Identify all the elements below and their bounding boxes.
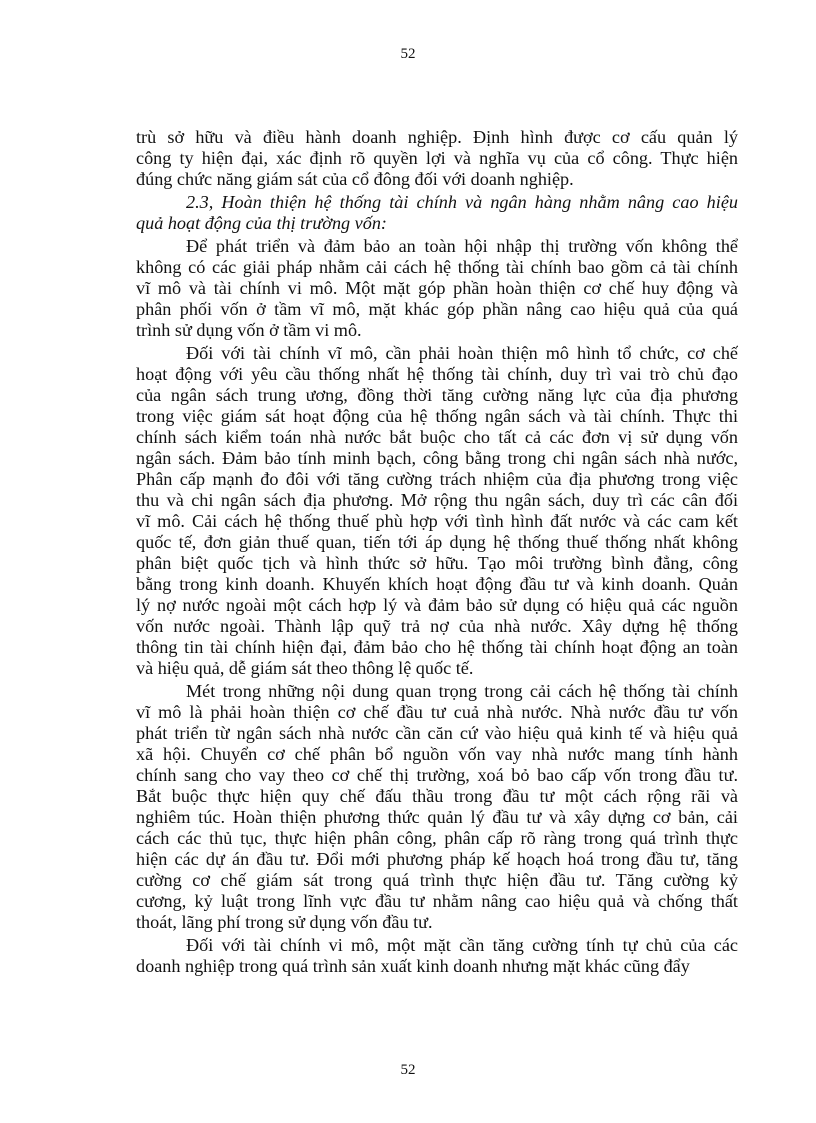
text-line: của ngân sách trung ương, đồng thời tăng cường năng lực của địa phương <box>136 385 738 405</box>
text-line: cương, kỷ luật trong lĩnh vực đầu tư nhằm nâng cao hiệu quả và chống thất <box>136 891 738 911</box>
text-line: vĩ mô và tài chính vi mô. Một mặt góp phần hoàn thiện cơ chế huy động và <box>136 278 738 298</box>
text-line: bằng trong kinh doanh. Khuyến khích hoạt động đầu tư và kinh doanh. Quản <box>136 574 738 594</box>
text-line: vĩ mô. Cải cách hệ thống thuế phù hợp với tình hình đất nước và các cam kết <box>136 511 738 531</box>
text-line: thoát, lãng phí trong sử dụng vốn đầu tư. <box>136 912 433 932</box>
text-line: thông tin tài chính hiện đại, đảm bảo cho hệ thống tài chính hoạt động an toàn <box>136 637 738 657</box>
text-line: Đối với tài chính vĩ mô, cần phải hoàn thiện mô hình tổ chức, cơ chế <box>186 343 738 363</box>
text-line: nghiêm túc. Hoàn thiện phương thức quản lý đầu tư và xây dựng cơ bản, cải <box>136 807 738 827</box>
text-line: Mét trong những nội dung quan trọng trong cải cách hệ thống tài chính <box>186 681 738 701</box>
text-line: hiện các dự án đầu tư. Đổi mới phương pháp kế hoạch hoá trong đầu tư, tăng <box>136 849 738 869</box>
text-line: vốn nước ngoài. Thành lập quỹ trả nợ của nhà nước. Xây dựng hệ thống <box>136 616 738 636</box>
text-line: trình sử dụng vốn ở tầm vi mô. <box>136 320 362 340</box>
text-line: thu và chi ngân sách địa phương. Mở rộng thu ngân sách, duy trì các cân đối <box>136 490 738 510</box>
text-line: doanh nghiệp trong quá trình sản xuất kinh doanh nhưng mặt khác cũng đẩy <box>136 956 690 976</box>
page-number-header: 52 <box>400 46 416 62</box>
page-number-footer: 52 <box>400 1062 416 1078</box>
document-body <box>136 127 738 977</box>
text-line: công ty hiện đại, xác định rõ quyền lợi và nghĩa vụ của cổ công. Thực hiện <box>136 148 738 168</box>
text-line: chính sách kiểm toán nhà nước bắt buộc cho tất cả các đơn vị sử dụng vốn <box>136 427 738 447</box>
text-line: trong việc giám sát hoạt động của hệ thống ngân sách và tài chính. Thực thi <box>136 406 738 426</box>
text-line: ngân sách. Đảm bảo tính minh bạch, công bằng trong chi ngân sách nhà nước, <box>136 448 738 468</box>
text-line: 2.3, Hoàn thiện hệ thống tài chính và ngân hàng nhằm nâng cao hiệu <box>186 192 738 212</box>
text-line: quả hoạt động của thị trường vốn: <box>136 213 387 233</box>
text-line: chính sang cho vay theo cơ chế thị trường, xoá bỏ bao cấp vốn trong đầu tư. <box>136 765 738 785</box>
text-line: phát triển từ ngân sách nhà nước cần căn cứ vào hiệu quả kinh tế và hiệu quả <box>136 723 738 743</box>
text-line: không có các giải pháp nhằm cải cách hệ thống tài chính bao gồm cả tài chính <box>136 257 738 277</box>
text-line: đúng chức năng giám sát của cổ đông đối với doanh nghiệp. <box>136 169 574 189</box>
text-line: trù sở hữu và điều hành doanh nghiệp. Định hình được cơ cấu quản lý <box>136 127 738 147</box>
text-line: quốc tế, đơn giản thuế quan, tiến tới áp dụng hệ thống thuế thống nhất không <box>136 532 738 552</box>
text-line: lý nợ nước ngoài một cách hợp lý và đảm bảo sử dụng có hiệu quả các nguồn <box>136 595 738 615</box>
text-line: phân biệt quốc tịch và hình thức sở hữu. Tạo môi trường bình đẳng, công <box>136 553 738 573</box>
text-line: và hiệu quả, dễ giám sát theo thông lệ quốc tế. <box>136 658 474 678</box>
text-line: phân phối vốn ở tầm vĩ mô, mặt khác góp phần nâng cao hiệu quả của quá <box>136 299 738 319</box>
text-line: Đối với tài chính vi mô, một mặt cần tăng cường tính tự chủ của các <box>186 935 738 955</box>
text-line: Để phát triển và đảm bảo an toàn hội nhập thị trường vốn không thể <box>186 236 738 256</box>
text-line: vĩ mô là phải hoàn thiện cơ chế đầu tư cuả nhà nước. Nhà nước đầu tư vốn <box>136 702 738 722</box>
text-line: Phân cấp mạnh đo đôi với tăng cường trách nhiệm của địa phương trong việc <box>136 469 738 489</box>
text-line: Bắt buộc thực hiện quy chế đấu thầu trong đầu tư một cách rộng rãi và <box>136 786 738 806</box>
text-line: xã hội. Chuyển cơ chế phân bổ nguồn vốn vay nhà nước mang tính hành <box>136 744 738 764</box>
text-line: cách các thủ tục, thực hiện phân công, phân cấp rõ ràng trong quá trình thực <box>136 828 738 848</box>
text-line: hoạt động với yêu cầu thống nhất hệ thống tài chính, duy trì vai trò chủ đạo <box>136 364 738 384</box>
text-line: cường cơ chế giám sát trong quá trình thực hiện đầu tư. Tăng cường kỷ <box>136 870 738 890</box>
